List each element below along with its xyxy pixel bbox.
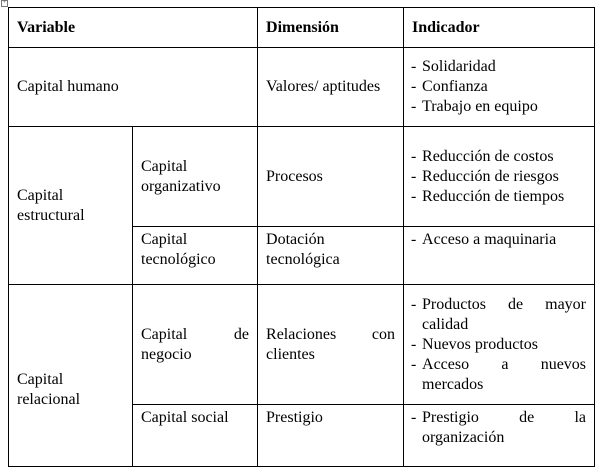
variable-capital-estructural <box>9 127 133 285</box>
indicator-item: - Productos de mayor calidad <box>411 295 586 335</box>
indicator-item: - Acceso a nuevos mercados <box>411 355 586 395</box>
indicator-item: - Reducción de tiempos <box>411 187 586 207</box>
dimension-relaciones-clientes <box>258 285 404 405</box>
indicator-item: - Reducción de costos <box>411 147 586 167</box>
indicator-item: - Trabajo en equipo <box>411 97 586 117</box>
table-row-capital-negocio <box>9 285 595 405</box>
header-variable: Variable <box>9 8 258 48</box>
header-row <box>9 8 595 48</box>
dimension-procesos: Procesos <box>258 127 404 227</box>
table-row-capital-humano <box>9 48 595 127</box>
table-move-handle[interactable]: + <box>2 0 7 6</box>
sub-capital-tecnologico: Capital tecnológico <box>133 227 258 285</box>
sub-capital-social: Capital social <box>133 405 258 467</box>
variable-capital-humano: Capital humano <box>9 48 258 127</box>
table-row-capital-organizativo <box>9 127 595 227</box>
variable-capital-relacional <box>9 285 133 467</box>
indicator-item: - Prestigio de la organización <box>411 408 586 448</box>
variable-capital-relacional-label: Capital relacional <box>17 370 81 408</box>
indicators-capital-humano <box>404 48 595 127</box>
indicator-item: - Acceso a maquinaria <box>411 230 586 250</box>
indicators-capital-negocio <box>404 285 595 405</box>
variable-capital-estructural-label: Capital estructural <box>17 186 85 224</box>
indicators-capital-organizativo <box>404 127 595 227</box>
indicator-item: - Nuevos productos <box>411 335 586 355</box>
header-dimension: Dimensión <box>258 8 404 48</box>
indicator-item: - Solidaridad <box>411 57 586 77</box>
header-indicator: Indicador <box>404 8 595 48</box>
indicators-capital-social <box>404 405 595 467</box>
sub-capital-negocio <box>133 285 258 405</box>
indicator-item: - Reducción de riesgos <box>411 167 586 187</box>
variables-table <box>8 7 595 467</box>
dimension-valores-aptitudes: Valores/ aptitudes <box>258 48 404 127</box>
dimension-prestigio: Prestigio <box>258 405 404 467</box>
dimension-dotacion-tecnologica: Dotación tecnológica <box>258 227 404 285</box>
dimension-relaciones-clientes-label: Relaciones con clientes <box>266 325 396 363</box>
sub-capital-organizativo: Capital organizativo <box>133 127 258 227</box>
indicators-capital-tecnologico <box>404 227 595 285</box>
sub-capital-negocio-label: Capital de negocio <box>141 325 250 363</box>
indicator-item: - Confianza <box>411 77 586 97</box>
